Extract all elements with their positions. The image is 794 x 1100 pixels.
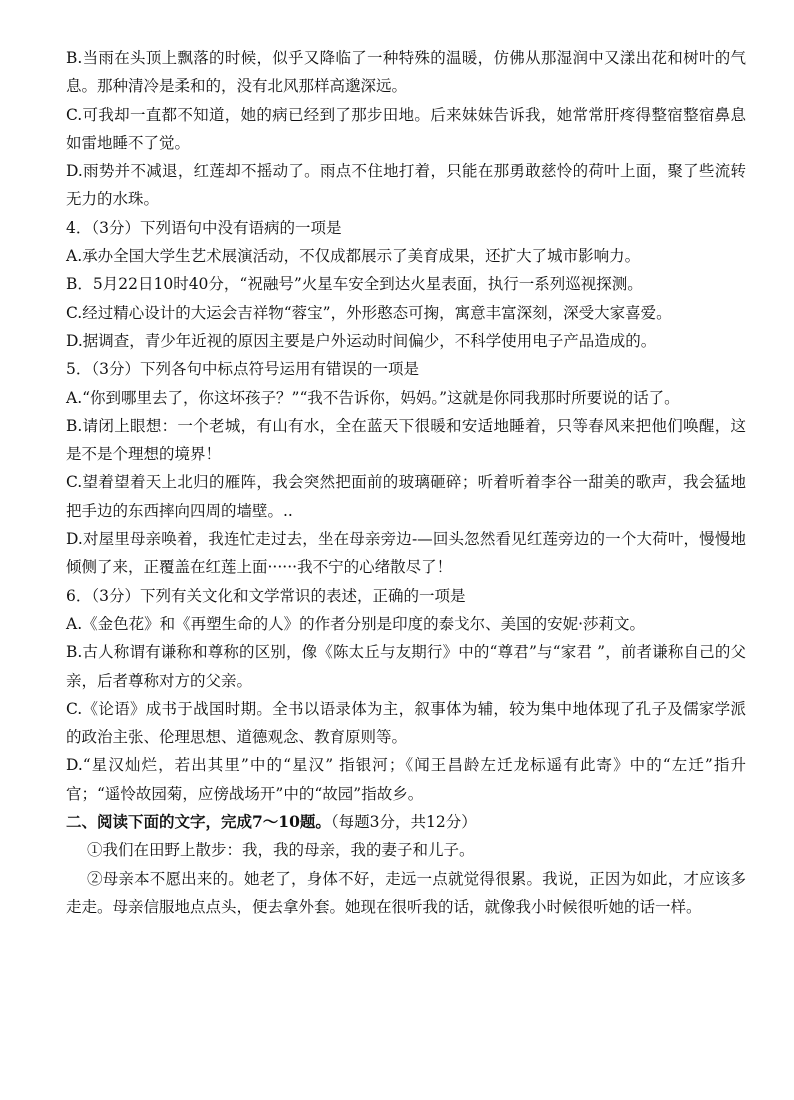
option-d-q4: D.据调查，青少年近视的原因主要是户外运动时间偏少，不科学使用电子产品造成的。 xyxy=(66,331,657,350)
option-d-q5: D.对屋里母亲唤着，我连忙走过去，坐在母亲旁边-—回头忽然看见红莲旁边的一个大荷叶，慢慢地倾侧了来，正覆盖在红莲上面······我不宁的心绪散尽了！ xyxy=(66,530,746,577)
section-2-heading xyxy=(66,808,746,836)
section-2-title: 二、阅读下面的文字，完成7～10题。 xyxy=(66,812,331,832)
option-c-q6: C.《论语》成书于战国时期。全书以语录体为主，叙事体为辅，较为集中地体现了孔子及儒家学派的政治主张、伦理思想、道德观念、教育原则等。 xyxy=(66,699,746,747)
exam-page xyxy=(66,44,746,921)
option-a-q6: A.《金色花》和《再塑生命的人》的作者分别是印度的泰戈尔、美国的安妮·莎莉文。 xyxy=(66,614,646,633)
question-5: 5．（3分）下列各句中标点符号运用有错误的一项是 xyxy=(66,360,419,379)
option-c-q5: C.望着望着天上北归的雁阵，我会突然把面前的玻璃砸碎；听着听着李谷一甜美的歌声，我会猛地把手边的东西摔向四周的墙壁。.. xyxy=(66,473,746,520)
option-a-q5: A.“你到哪里去了，你这坏孩子？”“我不告诉你，妈妈。”这就是你同我那时所要说的话了。 xyxy=(66,388,680,407)
passage-paragraph-2: ②母亲本不愿出来的。她老了，身体不好，走远一点就觉得很累。我说，正因为如此，才应该多走走。母亲信服地点点头，便去拿外套。她现在很听我的话，就像我小时候很听她的话一样。 xyxy=(66,869,746,916)
option-c-q4: C.经过精心设计的大运会吉祥物“蓉宝”，外形憨态可掬，寓意丰富深刻，深受大家喜爱。 xyxy=(66,303,672,322)
passage-paragraph-1: ①我们在田野上散步：我，我的母亲，我的妻子和儿子。 xyxy=(87,841,475,860)
option-d-q6: D.“星汉灿烂，若出其里”中的“星汉” 指银河；《闻王昌龄左迁龙标遥有此寄》中的“左迁”指升官；“遥怜故园菊，应傍战场开”中的“故园”指故乡。 xyxy=(66,756,746,803)
option-b-q4: B．5月22日10时40分，“祝融号”火星车安全到达火星表面，执行一系列巡视探测。 xyxy=(66,275,643,294)
question-4: 4．（3分）下列语句中没有语病的一项是 xyxy=(66,218,342,237)
option-a-q4: A.承办全国大学生艺术展演活动，不仅成都展示了美育成果，还扩大了城市影响力。 xyxy=(66,247,641,266)
option-d-q3: D.雨势并不减退，红莲却不摇动了。雨点不住地打着，只能在那勇敢慈怜的荷叶上面，聚了些流转无力的水珠。 xyxy=(66,162,746,209)
option-b-q5: B.请闭上眼想：一个老城，有山有水，全在蓝天下很暖和安适地睡着，只等春风来把他们唤醒，这是不是个理想的境界！ xyxy=(66,416,746,464)
option-c-q3: C.可我却一直都不知道，她的病已经到了那步田地。后来妹妹告诉我，她常常肝疼得整宿整宿鼻息如雷地睡不了觉。 xyxy=(66,105,746,152)
option-b-q6: B.古人称谓有谦称和尊称的区别，像《陈太丘与友期行》中的“尊君”与“家君 ”，前者谦称自己的父亲，后者尊称对方的父亲。 xyxy=(66,643,746,690)
option-b-q3: B.当雨在头顶上飘落的时候，似乎又降临了一种特殊的温暖，仿佛从那湿润中又漾出花和树叶的气息。那种清冷是柔和的，没有北风那样高邈深远。 xyxy=(66,49,746,96)
question-6: 6．（3分）下列有关文化和文学常识的表述，正确的一项是 xyxy=(66,586,466,605)
section-2-note: （每题3分，共12分） xyxy=(330,813,477,832)
